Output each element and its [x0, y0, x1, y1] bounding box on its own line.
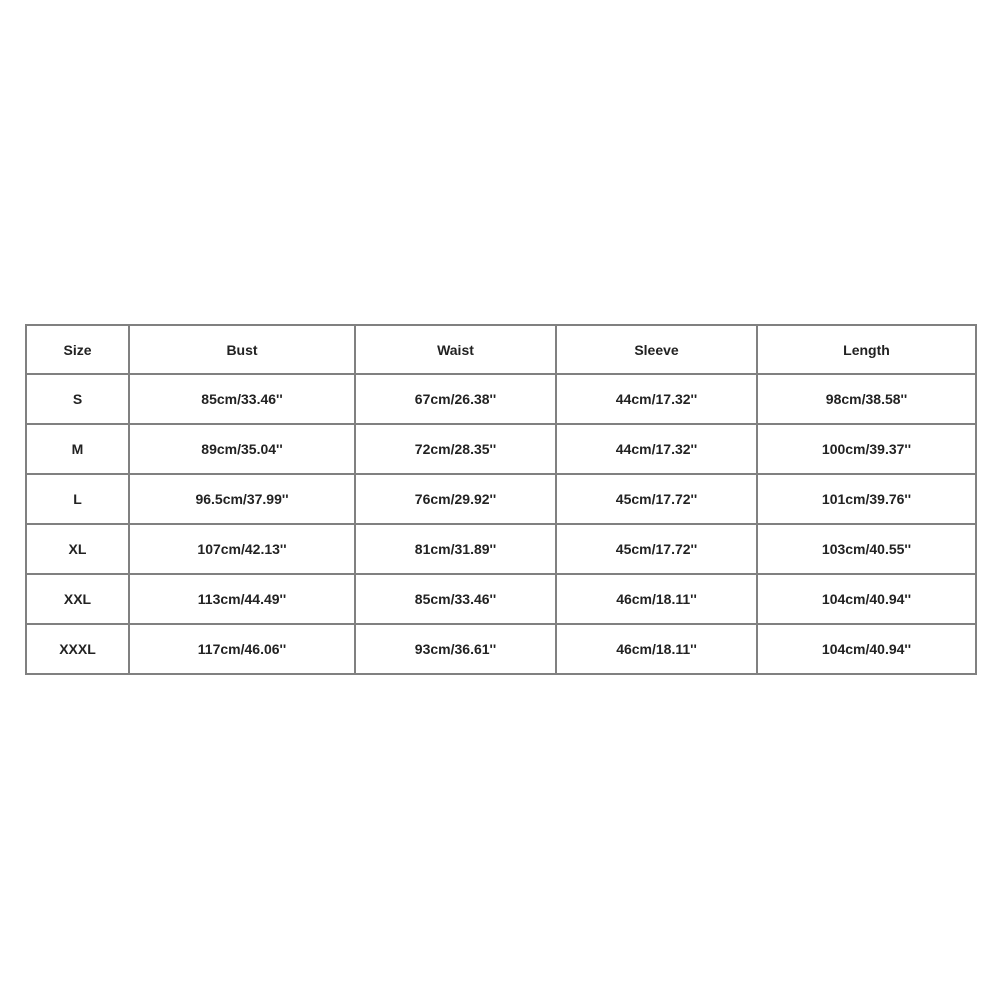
cell-sleeve: 45cm/17.72'': [556, 474, 757, 524]
cell-size: XXL: [26, 574, 129, 624]
cell-bust: 85cm/33.46'': [129, 374, 355, 424]
header-length: Length: [757, 325, 976, 374]
cell-waist: 76cm/29.92'': [355, 474, 556, 524]
header-sleeve: Sleeve: [556, 325, 757, 374]
cell-waist: 85cm/33.46'': [355, 574, 556, 624]
cell-length: 101cm/39.76'': [757, 474, 976, 524]
cell-bust: 107cm/42.13'': [129, 524, 355, 574]
cell-sleeve: 46cm/18.11'': [556, 624, 757, 674]
header-bust: Bust: [129, 325, 355, 374]
cell-sleeve: 44cm/17.32'': [556, 374, 757, 424]
cell-length: 100cm/39.37'': [757, 424, 976, 474]
cell-bust: 117cm/46.06'': [129, 624, 355, 674]
cell-bust: 113cm/44.49'': [129, 574, 355, 624]
table-row: [26, 374, 976, 424]
table-row: [26, 424, 976, 474]
cell-length: 98cm/38.58'': [757, 374, 976, 424]
cell-sleeve: 45cm/17.72'': [556, 524, 757, 574]
table-row: [26, 524, 976, 574]
cell-size: XL: [26, 524, 129, 574]
cell-size: M: [26, 424, 129, 474]
table-row: [26, 574, 976, 624]
cell-length: 104cm/40.94'': [757, 624, 976, 674]
cell-waist: 67cm/26.38'': [355, 374, 556, 424]
table-row: [26, 474, 976, 524]
cell-length: 104cm/40.94'': [757, 574, 976, 624]
cell-waist: 81cm/31.89'': [355, 524, 556, 574]
cell-waist: 72cm/28.35'': [355, 424, 556, 474]
cell-waist: 93cm/36.61'': [355, 624, 556, 674]
cell-bust: 96.5cm/37.99'': [129, 474, 355, 524]
cell-sleeve: 46cm/18.11'': [556, 574, 757, 624]
header-size: Size: [26, 325, 129, 374]
cell-size: L: [26, 474, 129, 524]
cell-sleeve: 44cm/17.32'': [556, 424, 757, 474]
header-waist: Waist: [355, 325, 556, 374]
cell-length: 103cm/40.55'': [757, 524, 976, 574]
cell-size: XXXL: [26, 624, 129, 674]
size-chart-table: [25, 324, 977, 675]
cell-bust: 89cm/35.04'': [129, 424, 355, 474]
table-header-row: [26, 325, 976, 374]
table-row: [26, 624, 976, 674]
cell-size: S: [26, 374, 129, 424]
